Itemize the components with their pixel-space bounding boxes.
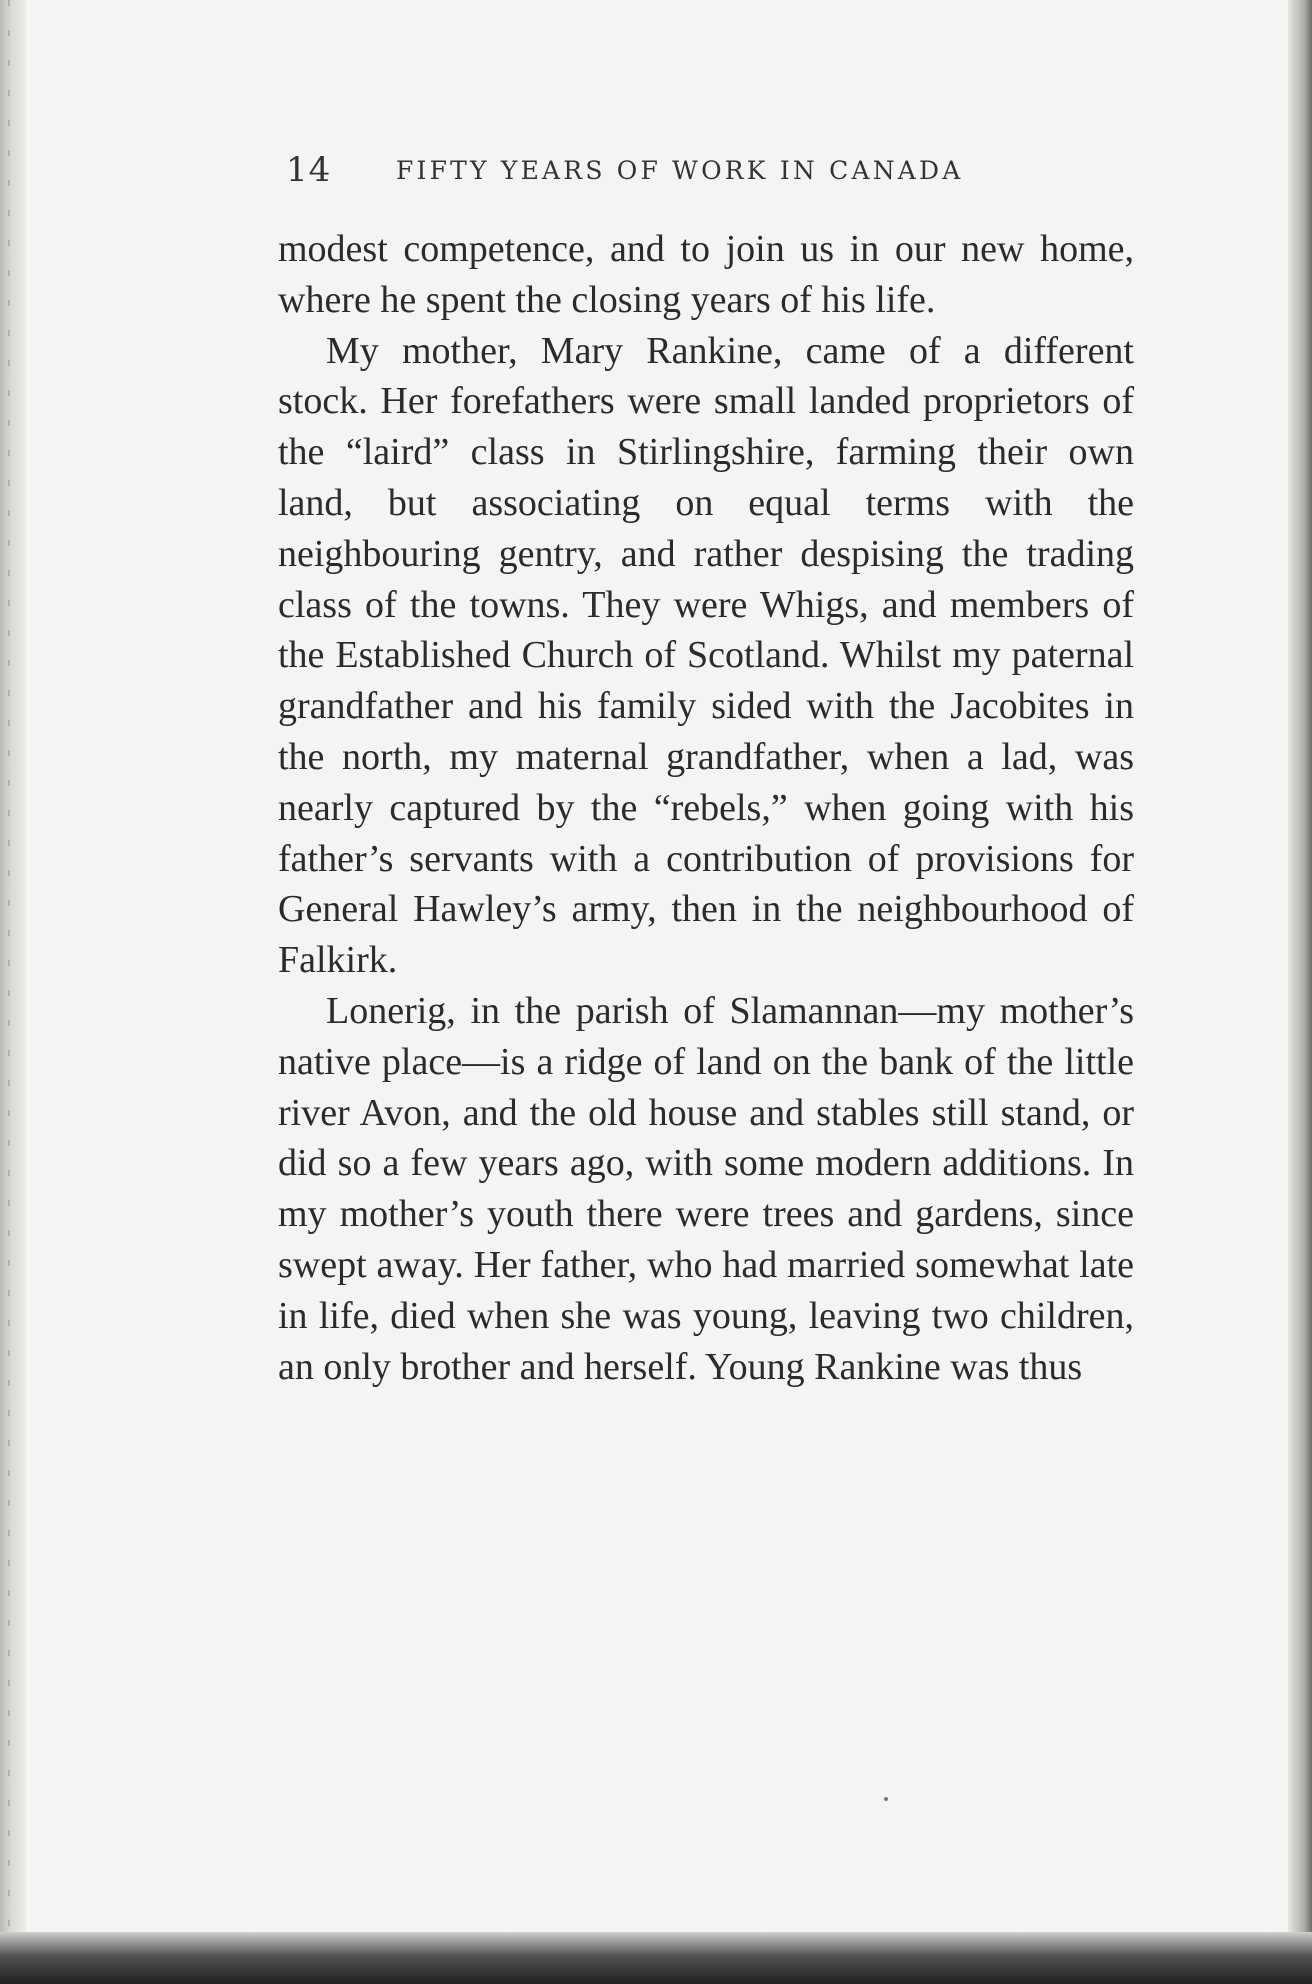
page-number: 14 bbox=[286, 150, 332, 190]
body-text bbox=[278, 224, 1134, 1392]
page-right-shadow bbox=[1288, 0, 1312, 1984]
page-bottom-shadow bbox=[0, 1932, 1312, 1984]
ink-speck bbox=[884, 1797, 888, 1801]
running-head: FIFTY YEARS OF WORK IN CANADA bbox=[396, 156, 964, 185]
paragraph-lonerig: Lonerig, in the parish of Slamannan—my mother’s native place—is a ridge of land on the bank of the little river Avon, and the old house and stables still stand, or did so a few years ago, with some modern additions. In my mother’s youth there were trees and gardens, since swept away. Her father, who had married somewhat late in life, died when she was young, leaving two children, an only brother and herself. Young Rankine was thus bbox=[278, 989, 1134, 1388]
paragraph-mother-ancestry: My mother, Mary Rankine, came of a different stock. Her forefathers were small landed proprietors of the “laird” class in Stirlingshire, farming their own land, but associating on equal terms with the neighbouring gentry, and rather despising the trading class of the towns. They were Whigs, and members of the Established Church of Scotland. Whilst my paternal grandfather and his family sided with the Jacobites in the north, my maternal grandfather, when a lad, was nearly captured by the “rebels,” when going with his father’s servants with a contribution of provisions for General Hawley’s army, then in the neighbourhood of Falkirk. bbox=[278, 329, 1134, 982]
page-header bbox=[286, 150, 1136, 200]
paragraph-continued: modest competence, and to join us in our new home, where he spent the closing years of his life. bbox=[278, 228, 1134, 321]
page-binding-edge bbox=[0, 0, 26, 1984]
